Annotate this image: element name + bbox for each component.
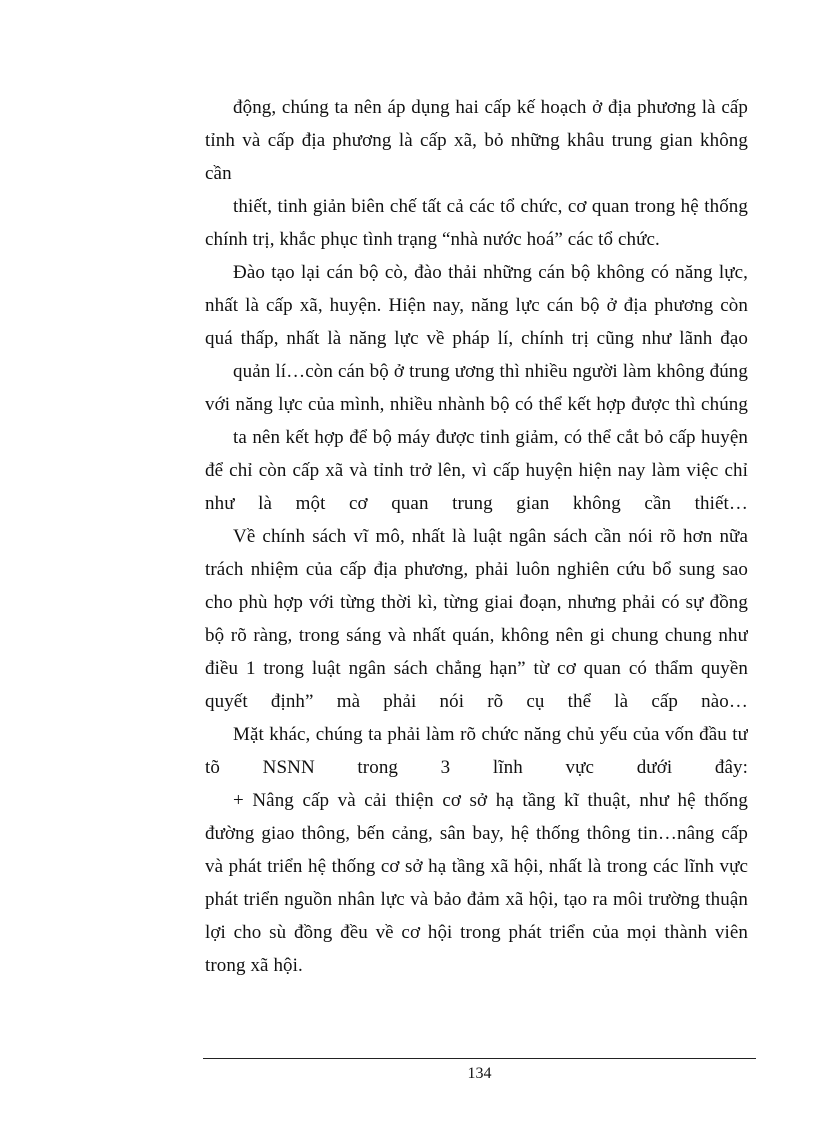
text-line-17: bộ rõ ràng, trong sáng và nhất quán, không nên gi chung chung như: [205, 625, 748, 646]
text-line-19: quyết định” mà phải nói rõ cụ thể là cấp nào…: [205, 691, 748, 712]
text-line-4: thiết, tinh giản biên chế tất cả các tổ chức, cơ quan trong hệ thống: [233, 196, 748, 217]
text-line-27: trong xã hội.: [205, 955, 303, 976]
text-line-21: tõ NSNN trong 3 lĩnh vực dưới đây:: [205, 757, 748, 778]
text-line-13: như là một cơ quan trung gian không cần thiết…: [205, 493, 748, 514]
text-line-11: ta nên kết hợp để bộ máy được tinh giảm, có thể cắt bỏ cấp huyện: [233, 427, 748, 448]
text-line-9: quản lí…còn cán bộ ở trung ương thì nhiều người làm không đúng: [233, 361, 748, 382]
text-line-12: để chỉ còn cấp xã và tỉnh trở lên, vì cấp huyện hiện nay làm việc chỉ: [205, 460, 748, 481]
text-line-5: chính trị, khắc phục tình trạng “nhà nước hoá” các tổ chức.: [205, 229, 660, 250]
text-line-16: cho phù hợp với từng thời kì, từng giai đoạn, nhưng phải có sự đồng: [205, 592, 748, 613]
text-line-15: trách nhiệm của cấp địa phương, phải luôn nghiên cứu bổ sung sao: [205, 559, 748, 580]
page-number: 134: [467, 1065, 492, 1082]
text-line-8: quá thấp, nhất là năng lực về pháp lí, chính trị cũng như lãnh đạo: [205, 328, 748, 349]
footer-rule: [203, 1058, 756, 1059]
text-line-7: nhất là cấp xã, huyện. Hiện nay, năng lực cán bộ ở địa phương còn: [205, 295, 748, 316]
text-line-25: phát triển nguồn nhân lực và bảo đảm xã hội, tạo ra môi trường thuận: [205, 889, 748, 910]
text-line-24: và phát triển hệ thống cơ sở hạ tầng xã hội, nhất là trong các lĩnh vực: [205, 856, 748, 877]
text-line-2: tỉnh và cấp địa phương là cấp xã, bỏ những khâu trung gian không: [205, 130, 748, 151]
text-line-3: cần: [205, 163, 232, 184]
text-line-26: lợi cho sù đồng đều về cơ hội trong phát triển của mọi thành viên: [205, 922, 748, 943]
text-line-23: đường giao thông, bến cảng, sân bay, hệ thống thông tin…nâng cấp: [205, 823, 748, 844]
text-line-20: Mặt khác, chúng ta phải làm rõ chức năng chủ yếu của vốn đầu tư: [233, 724, 748, 745]
text-line-22: + Nâng cấp và cải thiện cơ sở hạ tầng kĩ thuật, như hệ thống: [233, 790, 748, 811]
text-line-6: Đào tạo lại cán bộ cò, đào thải những cán bộ không có năng lực,: [233, 262, 748, 283]
text-line-14: Về chính sách vĩ mô, nhất là luật ngân sách cần nói rõ hơn nữa: [233, 526, 748, 547]
text-line-10: với năng lực của mình, nhiều nhành bộ có thể kết hợp được thì chúng: [205, 394, 748, 415]
text-line-18: điều 1 trong luật ngân sách chẳng hạn” từ cơ quan có thẩm quyền: [205, 658, 748, 679]
text-line-1: động, chúng ta nên áp dụng hai cấp kế hoạch ở địa phương là cấp: [233, 97, 748, 118]
